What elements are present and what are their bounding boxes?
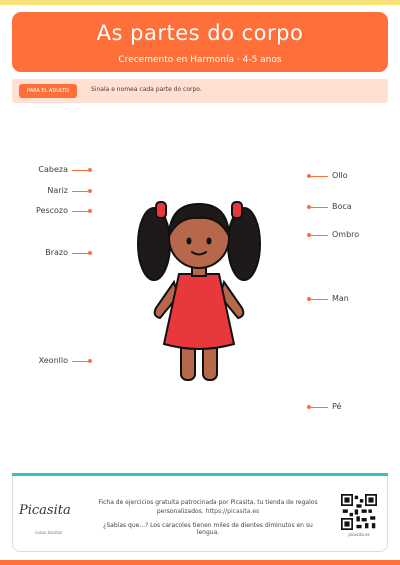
picasita-logo: Picasita (19, 503, 71, 518)
adult-badge: PARA EL ADULTO (19, 84, 77, 98)
label-xeonllo: Xeonllo (38, 356, 68, 365)
pointer-dot (88, 209, 92, 213)
label-nariz: Nariz (47, 186, 68, 195)
girl-figure-icon (134, 186, 264, 386)
page-title: As partes do corpo (96, 21, 304, 45)
bottom-accent-strip (0, 560, 400, 565)
fun-fact: ¿Sabías que...? Los caracoles tienen miles de dientes diminutos en su lengua. (103, 522, 313, 536)
sponsor-link[interactable]: https://picasita.es (205, 508, 260, 515)
qr-code-icon (341, 494, 377, 530)
label-boca: Boca (332, 202, 352, 211)
label-ombro: Ombro (332, 230, 360, 239)
label-man: Man (332, 294, 349, 303)
page-header (12, 12, 388, 72)
qr-caption: picasita.es (348, 532, 370, 537)
label-pe: Pé (332, 402, 342, 411)
footer (12, 476, 388, 552)
pointer-dot (88, 189, 92, 193)
pointer-line (308, 207, 328, 208)
page-subtitle: Crecemento en Harmonía · 4-5 anos (118, 55, 282, 65)
sponsor-line: Ficha de ejercicios gratuita patrocinada por Picasita, tu tienda de regalos (98, 499, 318, 506)
label-pescozo: Pescozo (35, 206, 68, 215)
instructions-bar (12, 79, 388, 103)
pointer-line (308, 235, 328, 236)
sponsor-line-2: personalizados. (156, 508, 204, 515)
label-brazo: Brazo (45, 248, 68, 257)
pointer-line (308, 176, 328, 177)
logo-tagline: cosas bonitas (35, 530, 63, 535)
sponsor-text (93, 498, 323, 516)
label-cabeza: Cabeza (38, 165, 68, 174)
instructions-text: Sinala e nomea cada parte do corpo. (91, 86, 202, 93)
top-accent-strip (0, 0, 400, 5)
pointer-dot (88, 251, 92, 255)
pointer-line (308, 299, 328, 300)
pointer-line (308, 407, 328, 408)
pointer-dot (88, 168, 92, 172)
label-ollo: Ollo (332, 171, 348, 180)
pointer-dot (88, 359, 92, 363)
